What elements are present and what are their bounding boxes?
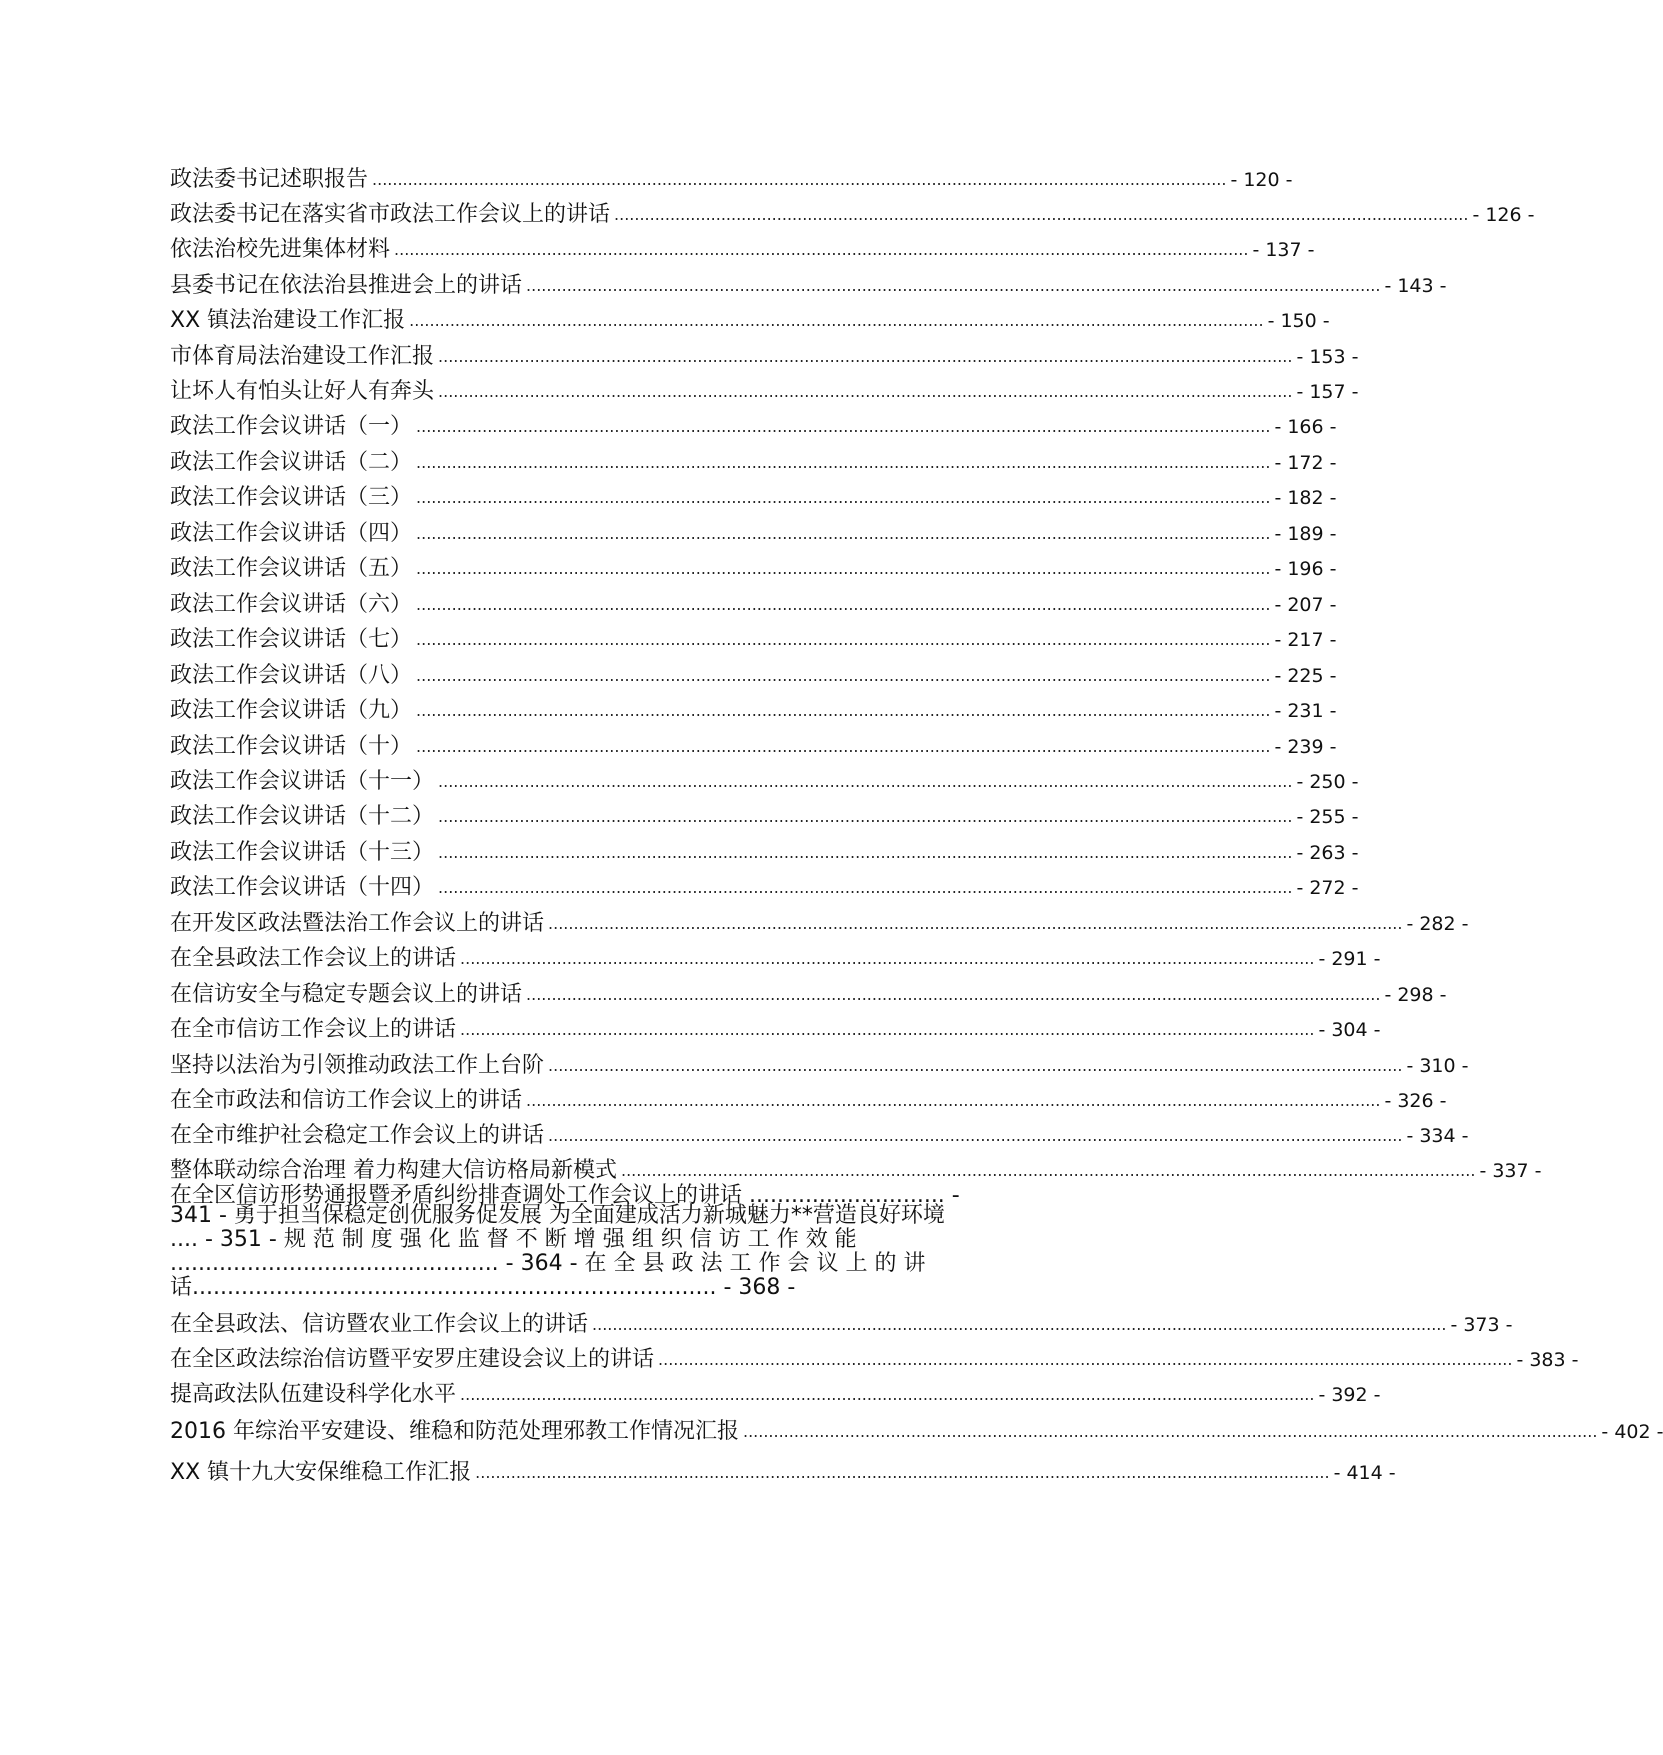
toc-entry[interactable] [170, 1050, 1469, 1080]
toc-leader-dots: ........................................................................................................................................................................ [438, 807, 1293, 826]
overlap-row [170, 1276, 1040, 1300]
toc-entry-page: - 298 - [1384, 984, 1447, 1006]
toc-entry-page: - 255 - [1296, 806, 1359, 828]
toc-leader-dots: ........................................................................................................................................................................ [438, 382, 1293, 401]
toc-entry-title: 政法工作会议讲话（三） [170, 485, 413, 510]
toc-entry-page: - 231 - [1274, 700, 1337, 722]
toc-leader-dots: ........................................................................................................................................................................ [416, 524, 1271, 543]
toc-entry-title: 政法委书记在落实省市政法工作会议上的讲话 [170, 202, 611, 227]
toc-leader-dots: ........................................................................................................................................................................ [438, 772, 1293, 791]
toc-entry-title: 整体联动综合治理 着力构建大信访格局新模式 [170, 1158, 617, 1183]
overlapping-toc-block [170, 1184, 1040, 1300]
toc-entry[interactable] [170, 766, 1359, 796]
toc-leader-dots: ........................................................................................................................................................................ [548, 1126, 1403, 1145]
toc-entry-page: - 383 - [1516, 1349, 1579, 1371]
toc-entry[interactable] [170, 695, 1337, 725]
toc-leader-dots: ........................................................................................................................................................................ [416, 417, 1271, 436]
toc-entry-title: 在全市维护社会稳定工作会议上的讲话 [170, 1123, 545, 1148]
toc-entry-page: - 326 - [1384, 1090, 1447, 1112]
toc-leader-dots: ........................................................................................................................................................................ [460, 1020, 1315, 1039]
toc-entry-page: - 196 - [1274, 558, 1337, 580]
toc-entry-page: - 189 - [1274, 523, 1337, 545]
toc-entry-title: 政法工作会议讲话（十） [170, 734, 413, 759]
toc-entry[interactable] [170, 837, 1359, 867]
toc-entry[interactable] [170, 234, 1315, 264]
toc-entry[interactable] [170, 270, 1447, 300]
toc-entry[interactable] [170, 482, 1337, 512]
toc-leader-dots: ........................................................................................................................................................................ [416, 488, 1271, 507]
toc-leader-dots: ........................................................................................................................................................................ [621, 1161, 1476, 1180]
toc-entry[interactable] [170, 801, 1359, 831]
toc-leader-dots: ........................................................................................................................................................................ [416, 701, 1271, 720]
toc-leader-dots: ........................................................................................................................................................................ [548, 914, 1403, 933]
overlap-row [170, 1228, 1040, 1252]
toc-entry[interactable] [170, 199, 1535, 229]
toc-entry[interactable] [170, 1120, 1469, 1150]
toc-entry-page: - 153 - [1296, 346, 1359, 368]
toc-entry[interactable] [170, 341, 1359, 371]
toc-leader-dots: ........................................................................................................................................................................ [416, 630, 1271, 649]
toc-entry-page: - 282 - [1406, 913, 1469, 935]
toc-entry-page: - 217 - [1274, 629, 1337, 651]
toc-entry-page: - 402 - [1601, 1421, 1663, 1443]
toc-entry-title: 政法工作会议讲话（十一） [170, 769, 435, 794]
toc-entry-page: - 225 - [1274, 665, 1337, 687]
overlap-row [170, 1252, 1040, 1276]
toc-entry-title: XX 镇法治建设工作汇报 [170, 308, 406, 333]
toc-entry[interactable] [170, 553, 1337, 583]
toc-entry[interactable] [170, 589, 1337, 619]
toc-entry-page: - 137 - [1252, 239, 1315, 261]
toc-entry[interactable] [170, 660, 1337, 690]
toc-entry-title: 政法工作会议讲话（五） [170, 556, 413, 581]
toc-entry-page: - 150 - [1267, 310, 1330, 332]
toc-entry-title: 政法工作会议讲话（九） [170, 698, 413, 723]
toc-entry-title: 政法工作会议讲话（一） [170, 414, 413, 439]
toc-entry[interactable] [170, 979, 1447, 1009]
toc-leader-dots: ........................................................................................................................................................................ [742, 1422, 1598, 1441]
toc-leader-dots: ........................................................................................................................................................................ [416, 666, 1271, 685]
toc-entry-title: 县委书记在依法治县推进会上的讲话 [170, 273, 523, 298]
toc-entry[interactable] [170, 1014, 1381, 1044]
toc-entry-title: 在全区政法综治信访暨平安罗庄建设会议上的讲话 [170, 1347, 655, 1372]
toc-leader-dots: ........................................................................................................................................................................ [526, 985, 1381, 1004]
toc-entry-title: 让坏人有怕头让好人有奔头 [170, 379, 435, 404]
toc-leader-dots: ........................................................................................................................................................................ [394, 240, 1249, 259]
toc-entry[interactable] [170, 1379, 1381, 1409]
toc-leader-dots: ........................................................................................................................................................................ [409, 311, 1264, 330]
toc-entry-page: - 207 - [1274, 594, 1337, 616]
toc-leader-dots: ........................................................................................................................................................................ [438, 347, 1293, 366]
toc-entry[interactable] [170, 731, 1337, 761]
toc-entry-title: 政法工作会议讲话（六） [170, 592, 413, 617]
toc-entry-page: - 239 - [1274, 736, 1337, 758]
toc-entry-title: 在全县政法工作会议上的讲话 [170, 946, 457, 971]
toc-entry-title: 政法工作会议讲话（十二） [170, 804, 435, 829]
toc-entry-title: 在全市政法和信访工作会议上的讲话 [170, 1088, 523, 1113]
toc-leader-dots: ........................................................................................................................................................................ [416, 737, 1271, 756]
toc-entry-title: 依法治校先进集体材料 [170, 237, 391, 262]
toc-entry[interactable] [170, 908, 1469, 938]
toc-entry-title: 政法工作会议讲话（七） [170, 627, 413, 652]
toc-entry[interactable] [170, 447, 1337, 477]
toc-entry-page: - 263 - [1296, 842, 1359, 864]
toc-leader-dots: ........................................................................................................................................................................ [548, 1056, 1403, 1075]
toc-entry-page: - 272 - [1296, 877, 1359, 899]
toc-leader-dots: ........................................................................................................................................................................ [438, 878, 1293, 897]
toc-entry-title: 政法工作会议讲话（二） [170, 450, 413, 475]
overlap-row-text: 341 - 勇于担当保稳定创优服务促发展 为全面建成活力新城魅力**营造良好环境 [170, 1203, 945, 1228]
toc-leader-dots: ........................................................................................................................................................................ [416, 453, 1271, 472]
toc-entry-page: - 392 - [1318, 1384, 1381, 1406]
toc-entry[interactable] [170, 1155, 1542, 1185]
toc-entry-title: 在信访安全与稳定专题会议上的讲话 [170, 982, 523, 1007]
toc-entry[interactable] [170, 376, 1359, 406]
toc-entry-page: - 291 - [1318, 948, 1381, 970]
toc-entry-title: XX 镇十九大安保维稳工作汇报 [170, 1460, 472, 1485]
toc-entry[interactable] [170, 943, 1381, 973]
toc-entry[interactable] [170, 518, 1337, 548]
toc-entry-title: 在全市信访工作会议上的讲话 [170, 1017, 457, 1042]
overlap-row-text: 话........................................................................... - 368 - [170, 1275, 796, 1300]
overlap-row [170, 1204, 1040, 1228]
toc-entry[interactable] [170, 305, 1330, 335]
toc-entry[interactable] [170, 164, 1293, 194]
toc-entry-title: 政法委书记述职报告 [170, 167, 369, 192]
toc-leader-dots: ........................................................................................................................................................................ [475, 1463, 1330, 1482]
toc-entry-title: 政法工作会议讲话（四） [170, 521, 413, 546]
overlap-row-text: 在全区信访形势通报暨矛盾纠纷排查调处工作会议上的讲话 ............................ - [170, 1183, 960, 1208]
toc-leader-dots: ........................................................................................................................................................................ [460, 1385, 1315, 1404]
toc-leader-dots: ........................................................................................................................................................................ [416, 559, 1271, 578]
toc-leader-dots: ........................................................................................................................................................................ [460, 949, 1315, 968]
toc-entry-page: - 334 - [1406, 1125, 1469, 1147]
toc-entry-title: 坚持以法治为引领推动政法工作上台阶 [170, 1053, 545, 1078]
toc-entry-page: - 172 - [1274, 452, 1337, 474]
toc-entry-title: 2016 年综治平安建设、维稳和防范处理邪教工作情况汇报 [170, 1419, 739, 1444]
toc-leader-dots: ........................................................................................................................................................................ [614, 205, 1469, 224]
overlap-row-text: ............................................... - 364 - 在 全 县 政 法 工 作 会 议 上 的 讲 [170, 1251, 926, 1276]
toc-entry[interactable] [170, 1416, 1663, 1446]
toc-leader-dots: ........................................................................................................................................................................ [658, 1350, 1513, 1369]
toc-entry-page: - 166 - [1274, 416, 1337, 438]
toc-entry-title: 政法工作会议讲话（八） [170, 663, 413, 688]
toc-entry[interactable] [170, 872, 1359, 902]
overlap-row-text: .... - 351 - 规 范 制 度 强 化 监 督 不 断 增 强 组 织 信 访 工 作 效 能 [170, 1227, 857, 1252]
toc-leader-dots: ........................................................................................................................................................................ [372, 170, 1227, 189]
toc-leader-dots: ........................................................................................................................................................................ [526, 276, 1381, 295]
toc-entry-page: - 337 - [1479, 1160, 1542, 1182]
toc-entry[interactable] [170, 1309, 1513, 1339]
toc-entry-page: - 373 - [1450, 1314, 1513, 1336]
toc-entry-title: 在全县政法、信访暨农业工作会议上的讲话 [170, 1312, 589, 1337]
toc-leader-dots: ........................................................................................................................................................................ [416, 595, 1271, 614]
toc-entry-page: - 143 - [1384, 275, 1447, 297]
toc-entry-title: 提高政法队伍建设科学化水平 [170, 1382, 457, 1407]
toc-leader-dots: ........................................................................................................................................................................ [526, 1091, 1381, 1110]
toc-entry-page: - 414 - [1333, 1462, 1396, 1484]
toc-entry[interactable] [170, 411, 1337, 441]
toc-entry[interactable] [170, 624, 1337, 654]
toc-entry-page: - 304 - [1318, 1019, 1381, 1041]
toc-entry-title: 在开发区政法暨法治工作会议上的讲话 [170, 911, 545, 936]
toc-entry-page: - 126 - [1472, 204, 1535, 226]
toc-entry-page: - 182 - [1274, 487, 1337, 509]
toc-entry-page: - 120 - [1230, 169, 1293, 191]
toc-leader-dots: ........................................................................................................................................................................ [438, 843, 1293, 862]
toc-entry-title: 政法工作会议讲话（十四） [170, 875, 435, 900]
toc-entry-title: 政法工作会议讲话（十三） [170, 840, 435, 865]
toc-entry-page: - 157 - [1296, 381, 1359, 403]
toc-leader-dots: ........................................................................................................................................................................ [592, 1315, 1447, 1334]
toc-entry-page: - 250 - [1296, 771, 1359, 793]
toc-entry[interactable] [170, 1085, 1447, 1115]
toc-entry[interactable] [170, 1457, 1396, 1487]
toc-entry-title: 市体育局法治建设工作汇报 [170, 344, 435, 369]
toc-entry[interactable] [170, 1344, 1579, 1374]
toc-entry-page: - 310 - [1406, 1055, 1469, 1077]
